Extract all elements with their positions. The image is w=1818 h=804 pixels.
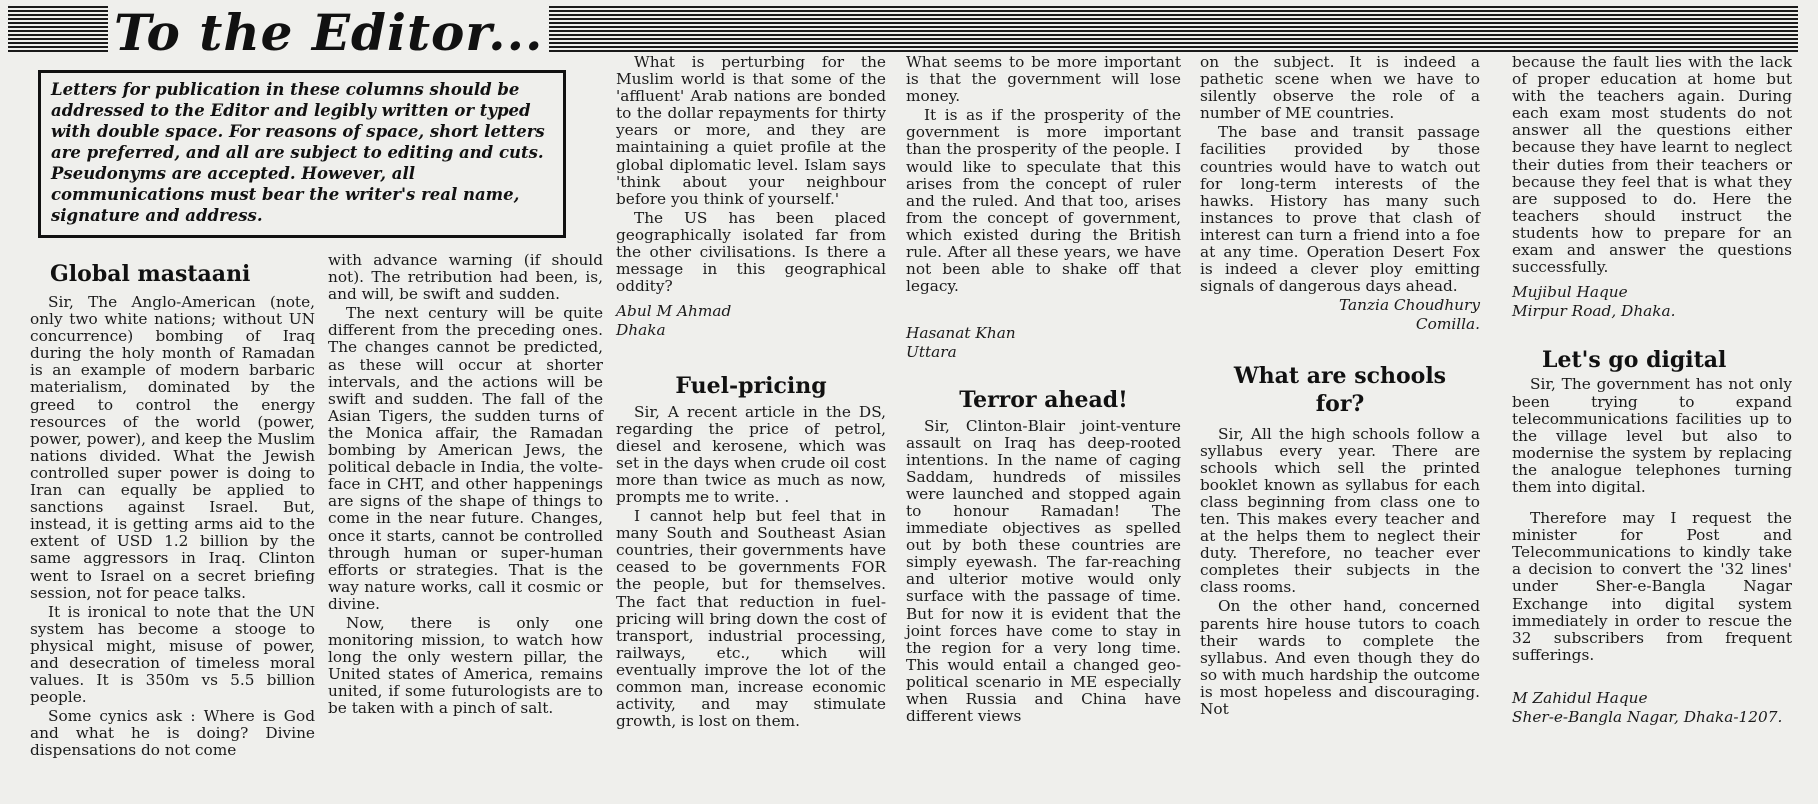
column-3 — [616, 54, 886, 732]
letter-paragraph: Therefore may I request the minister for Post and Telecommunications to kindly take a decision to convert the '32 lines' under Sher-e-Bangla Nagar Exchange into digital system immediately in order to rescue the 32 subscribers from frequent sufferings. — [1512, 509, 1792, 664]
letter-paragraph: because the fault lies with the lack of proper education at home but with the teachers again. During each exam most students do not answer all the questions either because they have learnt to neglect their duties from their teachers or because they feel that is what they are supposed to do. Here the teachers should instruct the students how to prepare for an exam and answer the questions successfully. — [1512, 53, 1792, 277]
letter-paragraph: The base and transit passage facilities provided by those countries would have to watch out for long-term interests of the hawks. History has many such instances to prove that clash of interest can turn a friend into a foe at any time. Operation Desert Fox is indeed a clever ploy emitting signals of dangerous days ahead. — [1200, 123, 1480, 296]
letter-place: Sher-e-Bangla Nagar, Dhaka-1207. — [1512, 708, 1783, 726]
letter-place: Comilla. — [1415, 315, 1480, 334]
letter-place: Mirpur Road, Dhaka. — [1512, 302, 1676, 321]
letter-place: Dhaka — [616, 321, 666, 340]
editor-notice-box: Letters for publication in these columns should be addressed to the Editor and legibly written or typed with double space. For reasons of space, short letters are preferred, and all are subject to editing and cuts. Pseudonyms are accepted. However, all communications must bear the writer's real name, signature and address. — [38, 70, 566, 238]
column-2 — [328, 252, 603, 720]
letter-paragraph: I cannot help but feel that in many South and Southeast Asian countries, their governments have ceased to be governments FOR the people, but for themselves. The fact that reduction in fuel-pricing will bring down the cost of transport, industrial processing, railways, etc., which will eventually improve the lot of the common man, increase economic activity, and may stimulate growth, is lost on them. — [616, 507, 886, 731]
column-5 — [1200, 54, 1480, 720]
letter-paragraph: Sir, The Anglo-American (note, only two white nations; without UN concurrence) bombing of Iraq during the holy month of Ramadan is an example of modern barbaric materialism, dominated by the greed to control the energy resources of the world (power, power, power), and keep the Muslim nations divided. What the Jewish controlled super power is doing to Iran can equally be applied to sanctions against Israel. But, instead, it is getting arms aid to the extent of USD 1.2 billion by the same aggressors in Iraq. Clinton went to Israel on a secret briefing session, not for peace talks. — [30, 293, 315, 602]
letter-place: Uttara — [906, 343, 957, 362]
letter-paragraph: The US has been placed geographically isolated far from the other civilisations. Is there a message in this geographical oddity? — [616, 208, 886, 296]
letter-paragraph: Sir, The government has not only been trying to expand telecommunications facilities up to the village level but also to modernise the system by replacing the analogue telephones turning them into digital. — [1512, 375, 1792, 496]
letter-paragraph: On the other hand, concerned parents hire house tutors to coach their wards to complete the syllabus. And even though they do so with much hardship the outcome is most hopeless and discouraging. Not — [1200, 597, 1480, 718]
letter-paragraph: Sir, Clinton-Blair joint-venture assault on Iraq has deep-rooted intentions. In the name of caging Saddam, hundreds of missiles were launched and stopped again to honour Ramadan! The immediate objectives as spelled out by both these countries are simply eyewash. The far-reaching and ulterior motive would only surface with the passage of time. But for now it is evident that the joint forces have come to stay in the region for a very long time. This would entail a changed geo-political scenario in ME especially when Russia and China have different views — [906, 416, 1181, 726]
letter-paragraph: with advance warning (if should not). The retribution had been, is, and will, be swift and sudden. — [328, 251, 603, 304]
letter-paragraph: The next century will be quite different from the preceding ones. The changes cannot be predicted, as these will occur at shorter intervals, and the actions will be swift and sudden. The fall of the Asian Tigers, the sudden turns of the Monica affair, the Ramadan bombing by American Jews, the political debacle in India, the volte-face in CHT, and other happenings are signs of the shape of things to come in the near future. Changes, once it starts, cannot be controlled through human or super-human efforts or strategies. That is the way nature works, call it cosmic or divine. — [328, 304, 603, 613]
letter-title: Terror ahead! — [959, 386, 1128, 413]
letter-paragraph: on the subject. It is indeed a pathetic scene when we have to silently observe the role of a number of ME countries. — [1200, 53, 1480, 123]
letter-paragraph: It is ironical to note that the UN system has become a stooge to physical might, misuse of power, and desecration of timeless moral values. It is 350m vs 5.5 billion people. — [30, 602, 315, 707]
letter-signature: Abul M Ahmad — [616, 302, 732, 321]
letter-paragraph: Sir, All the high schools follow a syllabus every year. There are schools which sell the printed booklet known as syllabus for each class beginning from class one to ten. This makes every teacher and at the helps them to neglect their duty. Therefore, no teacher ever completes their subjects in the class rooms. — [1200, 424, 1480, 597]
letter-title: Global mastaani — [50, 261, 251, 287]
letter-signature: Mujibul Haque — [1512, 283, 1628, 302]
letter-paragraph: Some cynics ask : Where is God and what he is doing? Divine dispensations do not come — [30, 707, 315, 760]
letter-paragraph: Now, there is only one monitoring mission, to watch how long the only western pillar, the United states of America, remains united, if some futurologists are to be taken with a pinch of salt. — [328, 613, 603, 718]
letter-signature: M Zahidul Haque — [1512, 688, 1648, 707]
column-4 — [906, 54, 1181, 727]
letter-title: Fuel-pricing — [675, 372, 827, 399]
letter-paragraph: It is as if the prosperity of the government is more important than the prosperity of the people. I would like to speculate that this arises from the concept of ruler and the ruled. And that too, arises from the concept of government, which existed during the British rule. After all these years, we have not been able to shake off that legacy. — [906, 106, 1181, 296]
letter-paragraph: Sir, A recent article in the DS, regarding the price of petrol, diesel and kerosene, which was set in the days when crude oil cost more than twice as much as now, prompts me to write. . — [616, 402, 886, 506]
letter-title: Let's go digital — [1542, 347, 1727, 374]
masthead-title: To the Editor... — [108, 6, 549, 60]
letter-title: What are schools for? — [1233, 362, 1447, 417]
column-6 — [1512, 54, 1792, 728]
masthead-rule — [8, 3, 1798, 62]
letter-signature: Hasanat Khan — [906, 324, 1016, 343]
letter-paragraph: What seems to be more important is that the government will lose money. — [906, 53, 1181, 106]
column-1 — [30, 260, 315, 762]
letter-paragraph: What is perturbing for the Muslim world is that some of the 'affluent' Arab nations are bonded to the dollar repayments for thirty years or more, and they are maintaining a quiet profile at the global diplomatic level. Islam says 'think about your neighbour before you think of yourself.' — [616, 53, 886, 208]
letter-signature: Tanzia Choudhury — [1339, 296, 1480, 315]
